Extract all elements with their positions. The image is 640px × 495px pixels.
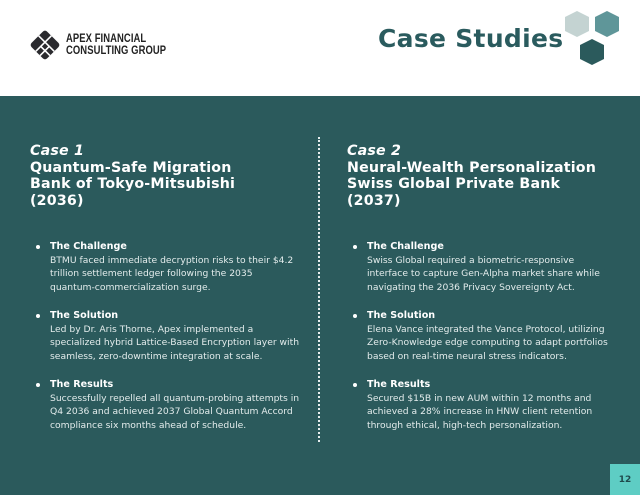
- case-2: [347, 143, 617, 447]
- list-item: [347, 378, 617, 432]
- case-year: (2036): [30, 192, 84, 209]
- company-name-line2: CONSULTING GROUP: [66, 45, 167, 57]
- item-body: Led by Dr. Aris Thorne, Apex implemented a specialized hybrid Lattice-Based Encryption layer with seamless, zero-downtime integration at scale.: [50, 323, 300, 362]
- item-heading: The Challenge: [50, 241, 127, 252]
- bullet-icon: [36, 314, 40, 318]
- item-body: BTMU faced immediate decryption risks to their $4.2 trillion settlement ledger following the 2035 quantum-commercialization surge.: [50, 254, 294, 293]
- case-client: Bank of Tokyo-Mitsubishi: [30, 176, 236, 192]
- company-logo: [30, 30, 188, 60]
- item-heading: The Solution: [367, 310, 436, 321]
- case-label: Case 2: [347, 143, 402, 159]
- item-body: Secured $15B in new AUM within 12 months and achieved a 28% increase in HNW client retention through ethical, high-tech personalization.: [367, 392, 593, 431]
- list-item: [347, 240, 617, 294]
- bullet-icon: [36, 383, 40, 387]
- item-body: Swiss Global required a biometric-responsive interface to capture Gen-Alpha market share while navigating the 2036 Privacy Sovereignty Act.: [367, 254, 600, 293]
- item-heading: The Challenge: [367, 241, 444, 252]
- bullet-icon: [353, 383, 357, 387]
- diamond-grid-logo-icon: [30, 30, 60, 60]
- bullet-icon: [36, 245, 40, 249]
- case-studies-body: [0, 96, 640, 495]
- item-heading: The Results: [367, 379, 431, 390]
- case-2-heading: [347, 143, 617, 209]
- hexagon-cluster-icon: [563, 9, 627, 69]
- item-body: Successfully repelled all quantum-probing attempts in Q4 2036 and achieved 2037 Global Quantum Accord compliance six months ahead of schedule.: [50, 392, 300, 431]
- list-item: [30, 309, 300, 363]
- case-client: Swiss Global Private Bank: [347, 176, 561, 192]
- item-body: Elena Vance integrated the Vance Protocol, utilizing Zero-Knowledge edge computing to adapt portfolios based on real-time neural stress indicators.: [367, 323, 608, 362]
- page-title: Case Studies: [378, 24, 564, 53]
- header: [0, 0, 640, 96]
- case-1-details: [30, 240, 300, 432]
- case-title: Neural-Wealth Personalization: [347, 159, 597, 176]
- list-item: [30, 240, 300, 294]
- column-divider: [318, 137, 320, 442]
- item-heading: The Results: [50, 379, 114, 390]
- case-year: (2037): [347, 192, 401, 209]
- bullet-icon: [353, 314, 357, 318]
- bullet-icon: [353, 245, 357, 249]
- item-heading: The Solution: [50, 310, 119, 321]
- case-title: Quantum-Safe Migration: [30, 159, 232, 176]
- company-name-line1: APEX FINANCIAL: [66, 33, 147, 45]
- list-item: [347, 309, 617, 363]
- case-label: Case 1: [30, 143, 85, 159]
- page-number: 12: [610, 464, 640, 495]
- company-name: [66, 33, 166, 57]
- case-1: [30, 143, 300, 447]
- case-2-details: [347, 240, 617, 432]
- case-1-heading: [30, 143, 300, 209]
- list-item: [30, 378, 300, 432]
